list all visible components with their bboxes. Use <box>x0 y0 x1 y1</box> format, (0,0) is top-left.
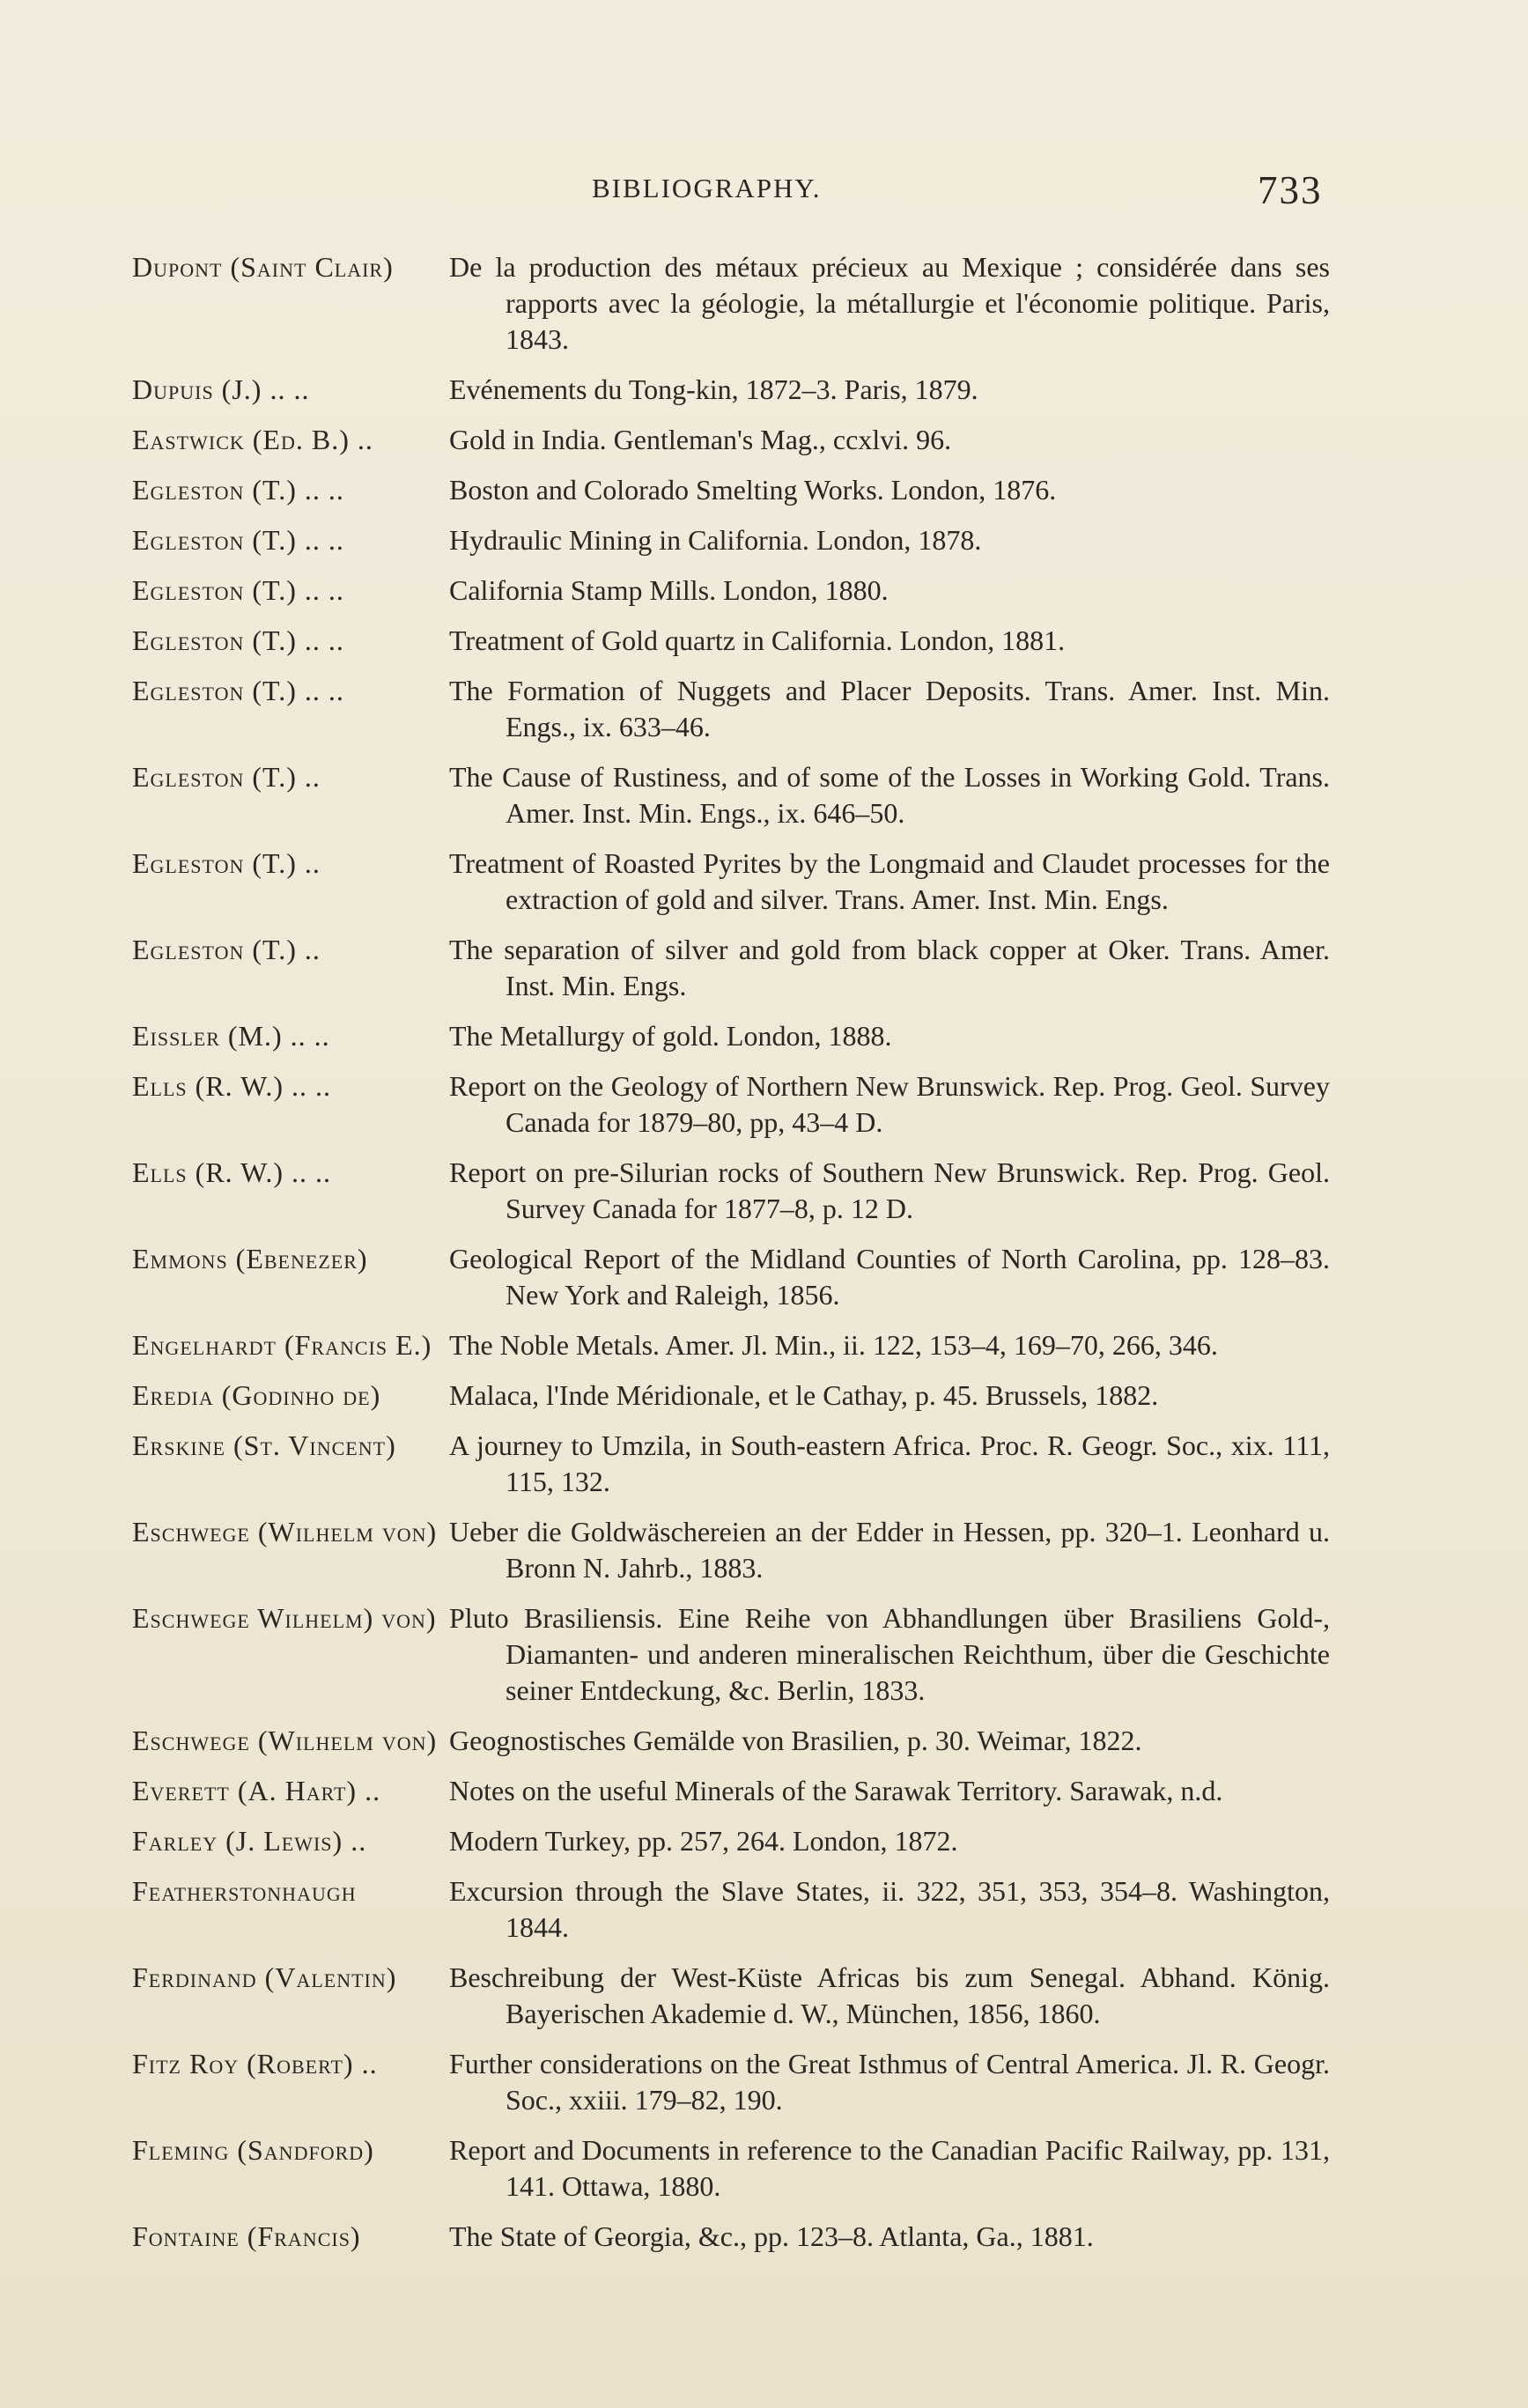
bibliography-entry <box>132 472 1330 508</box>
entry-work: The separation of silver and gold from black copper at Oker. Trans. Amer. Inst. Min. Engs. <box>449 934 1330 1001</box>
entry-work: Report on pre-Silurian rocks of Southern New Brunswick. Rep. Prog. Geol. Survey Canada for 1877–8, p. 12 D. <box>449 1156 1330 1224</box>
entry-author: Eschwege (Wilhelm von) <box>132 1516 438 1547</box>
running-head: BIBLIOGRAPHY. <box>592 173 822 203</box>
entry-author: Eschwege Wilhelm) von) <box>132 1602 437 1634</box>
bibliography-entry <box>132 1068 1330 1141</box>
entry-work: The Metallurgy of gold. London, 1888. <box>449 1020 892 1052</box>
entry-work: Modern Turkey, pp. 257, 264. London, 1872. <box>449 1825 958 1857</box>
entry-author: Dupont (Saint Clair) <box>132 251 394 283</box>
entry-work: The Noble Metals. Amer. Jl. Min., ii. 122, 153–4, 169–70, 266, 346. <box>449 1329 1218 1361</box>
entry-author: Dupuis (J.) .. .. <box>132 373 310 405</box>
bibliography-entry <box>132 1960 1330 2032</box>
bibliography-entry <box>132 1155 1330 1227</box>
bibliography-entry <box>132 623 1330 659</box>
entry-author: Egleston (T.) .. .. <box>132 524 344 556</box>
entry-work: California Stamp Mills. London, 1880. <box>449 574 889 606</box>
entry-author: Ells (R. W.) .. .. <box>132 1156 332 1188</box>
bibliography-entry <box>132 673 1330 745</box>
entry-work: Treatment of Roasted Pyrites by the Longmaid and Claudet processes for the extraction of gold and silver. Trans. Amer. Inst. Min. Engs. <box>449 847 1330 915</box>
entry-author: Egleston (T.) .. .. <box>132 624 344 656</box>
bibliography-entry <box>132 2219 1330 2255</box>
bibliography-entry <box>132 1018 1330 1054</box>
entry-author: Egleston (T.) .. <box>132 934 321 965</box>
entry-author: Featherstonhaugh <box>132 1875 357 1907</box>
entry-work: Report on the Geology of Northern New Brunswick. Rep. Prog. Geol. Survey Canada for 1879–80, pp, 43–4 D. <box>449 1070 1330 1138</box>
entry-author: Erskine (St. Vincent) <box>132 1429 396 1461</box>
bibliography-entry <box>132 1514 1330 1586</box>
entry-author: Fontaine (Francis) <box>132 2220 361 2252</box>
entry-work: Beschreibung der West-Küste Africas bis zum Senegal. Abhand. König. Bayerischen Akademie d. W., München, 1856, 1860. <box>449 1961 1330 2029</box>
entry-author: Emmons (Ebenezer) <box>132 1243 368 1274</box>
entry-author: Engelhardt (Francis E.) <box>132 1329 432 1361</box>
bibliography-entry <box>132 1241 1330 1313</box>
bibliography-entry <box>132 1378 1330 1414</box>
entry-author: Eschwege (Wilhelm von) <box>132 1725 438 1756</box>
bibliography-entry <box>132 759 1330 831</box>
entry-author: Egleston (T.) .. <box>132 847 321 879</box>
entry-work: Gold in India. Gentleman's Mag., ccxlvi. 96. <box>449 424 952 455</box>
bibliography-entry <box>132 1873 1330 1946</box>
entry-work: The Cause of Rustiness, and of some of the Losses in Working Gold. Trans. Amer. Inst. Min. Engs., ix. 646–50. <box>449 761 1330 829</box>
entry-work: Boston and Colorado Smelting Works. London, 1876. <box>449 474 1057 506</box>
bibliography-entry <box>132 1600 1330 1709</box>
entry-work: Evénements du Tong-kin, 1872–3. Paris, 1879. <box>449 373 978 405</box>
bibliography-entry <box>132 1327 1330 1363</box>
entry-work: Geological Report of the Midland Counties of North Carolina, pp. 128–83. New York and Raleigh, 1856. <box>449 1243 1330 1311</box>
entry-work: De la production des métaux précieux au Mexique ; considérée dans ses rapports avec la géologie, la métallurgie et l'économie politique. Paris, 1843. <box>449 251 1330 355</box>
bibliography-entry <box>132 2132 1330 2205</box>
bibliography-entry <box>132 1823 1330 1859</box>
entry-author: Egleston (T.) .. .. <box>132 474 344 506</box>
bibliography-list <box>132 249 1330 2269</box>
bibliography-entry <box>132 1723 1330 1759</box>
entry-author: Everett (A. Hart) .. <box>132 1775 381 1806</box>
entry-work: Malaca, l'Inde Méridionale, et le Cathay, p. 45. Brussels, 1882. <box>449 1379 1159 1411</box>
entry-author: Fitz Roy (Robert) .. <box>132 2048 378 2079</box>
bibliography-entry <box>132 422 1330 458</box>
bibliography-entry <box>132 249 1330 358</box>
entry-author: Ferdinand (Valentin) <box>132 1961 397 1993</box>
bibliography-entry <box>132 932 1330 1004</box>
bibliography-entry <box>132 522 1330 558</box>
entry-author: Fleming (Sandford) <box>132 2134 374 2166</box>
entry-work: Further considerations on the Great Isthmus of Central America. Jl. R. Geogr. Soc., xxiii. 179–82, 190. <box>449 2048 1330 2116</box>
entry-work: A journey to Umzila, in South-eastern Africa. Proc. R. Geogr. Soc., xix. 111, 115, 132. <box>449 1429 1330 1497</box>
bibliography-entry <box>132 572 1330 609</box>
entry-work: Hydraulic Mining in California. London, 1878. <box>449 524 982 556</box>
entry-work: Notes on the useful Minerals of the Sarawak Territory. Sarawak, n.d. <box>449 1775 1223 1806</box>
entry-author: Egleston (T.) .. <box>132 761 321 793</box>
bibliography-entry <box>132 1773 1330 1809</box>
page-number: 733 <box>1258 168 1323 212</box>
bibliography-entry <box>132 846 1330 918</box>
entry-author: Farley (J. Lewis) .. <box>132 1825 367 1857</box>
entry-work: Ueber die Goldwäschereien an der Edder in Hessen, pp. 320–1. Leonhard u. Bronn N. Jahrb., 1883. <box>449 1516 1330 1584</box>
entry-author: Egleston (T.) .. .. <box>132 574 344 606</box>
entry-work: Excursion through the Slave States, ii. 322, 351, 353, 354–8. Washington, 1844. <box>449 1875 1330 1943</box>
entry-work: Treatment of Gold quartz in California. London, 1881. <box>449 624 1066 656</box>
entry-work: Report and Documents in reference to the Canadian Pacific Railway, pp. 131, 141. Ottawa, 1880. <box>449 2134 1330 2202</box>
entry-work: Pluto Brasiliensis. Eine Reihe von Abhandlungen über Brasiliens Gold-, Diamanten- und anderen mineralischen Reichthum, über die Geschichte seiner Entdeckung, &c. Berlin, 1833. <box>449 1602 1330 1706</box>
entry-author: Eissler (M.) .. .. <box>132 1020 330 1052</box>
bibliography-entry <box>132 1428 1330 1500</box>
entry-author: Eastwick (Ed. B.) .. <box>132 424 373 455</box>
bibliography-entry <box>132 2046 1330 2118</box>
entry-work: Geognostisches Gemälde von Brasilien, p. 30. Weimar, 1822. <box>449 1725 1142 1756</box>
page-header <box>0 167 1528 220</box>
entry-author: Ells (R. W.) .. .. <box>132 1070 332 1102</box>
entry-author: Eredia (Godinho de) <box>132 1379 381 1411</box>
bibliography-entry <box>132 372 1330 408</box>
entry-author: Egleston (T.) .. .. <box>132 675 344 706</box>
entry-work: The State of Georgia, &c., pp. 123–8. Atlanta, Ga., 1881. <box>449 2220 1094 2252</box>
entry-work: The Formation of Nuggets and Placer Deposits. Trans. Amer. Inst. Min. Engs., ix. 633–46. <box>449 675 1330 742</box>
